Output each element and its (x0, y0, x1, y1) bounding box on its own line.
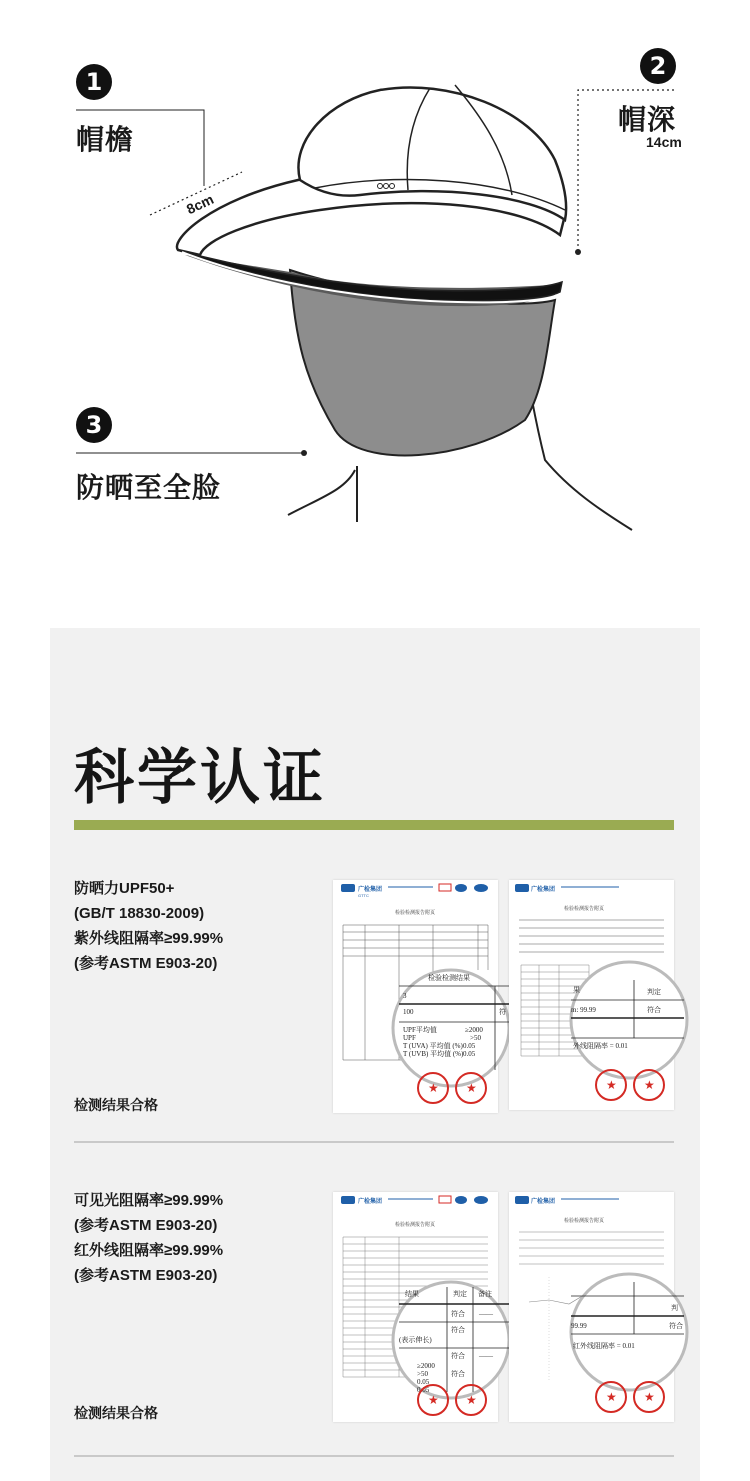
svg-text:>50: >50 (417, 1370, 428, 1378)
svg-text:★: ★ (466, 1393, 477, 1407)
gttc-logo-icon (341, 884, 355, 892)
svg-text:判: 判 (671, 1304, 678, 1312)
title-underline (74, 820, 674, 830)
svg-text:红外线阻隔率 = 0.01: 红外线阻隔率 = 0.01 (573, 1342, 635, 1350)
svg-text:——: —— (479, 1352, 493, 1360)
svg-text:检验检测结果: 检验检测结果 (428, 974, 470, 982)
svg-text:★: ★ (466, 1081, 477, 1095)
svg-text:——: —— (479, 1310, 493, 1318)
svg-text:UPF平均值: UPF平均值 (403, 1026, 437, 1034)
spec-line: (参考ASTM E903-20) (74, 1267, 218, 1284)
spec-line: 紫外线阻隔率≥99.99% (74, 930, 224, 947)
svg-text:99.99: 99.99 (571, 1322, 587, 1330)
feature-number-3: 3 (76, 407, 112, 443)
svg-text:★: ★ (606, 1390, 617, 1404)
svg-text:≥2000: ≥2000 (417, 1362, 435, 1370)
test-report-image (509, 1192, 683, 1422)
svg-text:0.05: 0.05 (417, 1378, 430, 1386)
svg-text:≥2000: ≥2000 (465, 1026, 483, 1034)
spec-line: 可见光阻隔率≥99.99% (74, 1192, 224, 1209)
svg-text:符: 符 (499, 1008, 506, 1016)
svg-text:检验检测报告附页: 检验检测报告附页 (395, 1223, 436, 1228)
svg-text:备注: 备注 (478, 1290, 492, 1298)
svg-text:广检集团: 广检集团 (358, 1199, 383, 1205)
svg-text:0.05: 0.05 (417, 1386, 430, 1394)
svg-text:★: ★ (644, 1390, 655, 1404)
test-report-image (333, 880, 506, 1113)
test-result: 检测结果合格 (74, 1097, 158, 1113)
svg-text:UPF: UPF (403, 1034, 416, 1042)
svg-text:3: 3 (403, 992, 407, 1000)
svg-text:>50: >50 (470, 1034, 481, 1042)
svg-text:符合: 符合 (451, 1352, 465, 1360)
hat-illustration (0, 0, 750, 628)
svg-text:检验检测报告附页: 检验检测报告附页 (564, 907, 605, 912)
svg-text:广检集团: 广检集团 (531, 1199, 556, 1205)
svg-text:0.05: 0.05 (463, 1050, 476, 1058)
brim-dimension: 8cm (183, 190, 217, 218)
svg-text:★: ★ (644, 1078, 655, 1092)
svg-text:GTTC: GTTC (358, 893, 369, 898)
svg-text:检验检测报告附页: 检验检测报告附页 (395, 911, 436, 916)
svg-text:外线阻隔率 = 0.01: 外线阻隔率 = 0.01 (573, 1042, 628, 1050)
svg-text:符合: 符合 (669, 1322, 683, 1330)
depth-dimension: 14cm (646, 134, 682, 150)
svg-text:★: ★ (606, 1078, 617, 1092)
svg-text:符合: 符合 (451, 1370, 465, 1378)
test-result: 检测结果合格 (74, 1405, 158, 1421)
svg-text:★: ★ (428, 1081, 439, 1095)
svg-text:检验检测报告附页: 检验检测报告附页 (564, 1219, 605, 1224)
svg-text:★: ★ (428, 1393, 439, 1407)
feature-number-2: 2 (640, 48, 676, 84)
certification-section (50, 628, 700, 1481)
svg-text:判定: 判定 (453, 1290, 467, 1298)
section-title: 科学认证 (74, 744, 326, 811)
test-report-image (333, 1192, 498, 1422)
svg-text:符合: 符合 (451, 1310, 465, 1318)
svg-text:T (UVA) 平均值 (%): T (UVA) 平均值 (%) (403, 1042, 463, 1050)
spec-line: (参考ASTM E903-20) (74, 955, 218, 972)
svg-text:T (UVB) 平均值 (%): T (UVB) 平均值 (%) (403, 1050, 464, 1058)
svg-text:判定: 判定 (647, 988, 661, 996)
section-divider (74, 1141, 674, 1143)
svg-text:100: 100 (403, 1008, 414, 1016)
svg-text:符合: 符合 (647, 1006, 661, 1014)
brim-label: 帽檐 (76, 124, 135, 155)
spec-line: 防晒力UPF50+ (74, 880, 175, 897)
feature-number-1: 1 (76, 64, 112, 100)
face-protection-label: 防晒至全脸 (76, 472, 222, 503)
svg-text:(表示伸长): (表示伸长) (399, 1336, 432, 1344)
section-divider (74, 1455, 674, 1457)
svg-text:结果: 结果 (405, 1290, 419, 1298)
svg-text:0.05: 0.05 (463, 1042, 476, 1050)
svg-text:符合: 符合 (451, 1326, 465, 1334)
svg-text:广检集团: 广检集团 (531, 887, 556, 893)
depth-label: 帽深 (618, 104, 677, 135)
test-report-image (509, 880, 674, 1110)
spec-line: (GB/T 18830-2009) (74, 905, 205, 922)
org-name: 广检集团 (358, 887, 383, 893)
svg-text:果: 果 (573, 986, 580, 994)
svg-text:m: 99.99: m: 99.99 (571, 1006, 596, 1014)
spec-line: (参考ASTM E903-20) (74, 1217, 218, 1234)
spec-line: 红外线阻隔率≥99.99% (74, 1242, 224, 1259)
hat-diagram-section (0, 0, 750, 628)
